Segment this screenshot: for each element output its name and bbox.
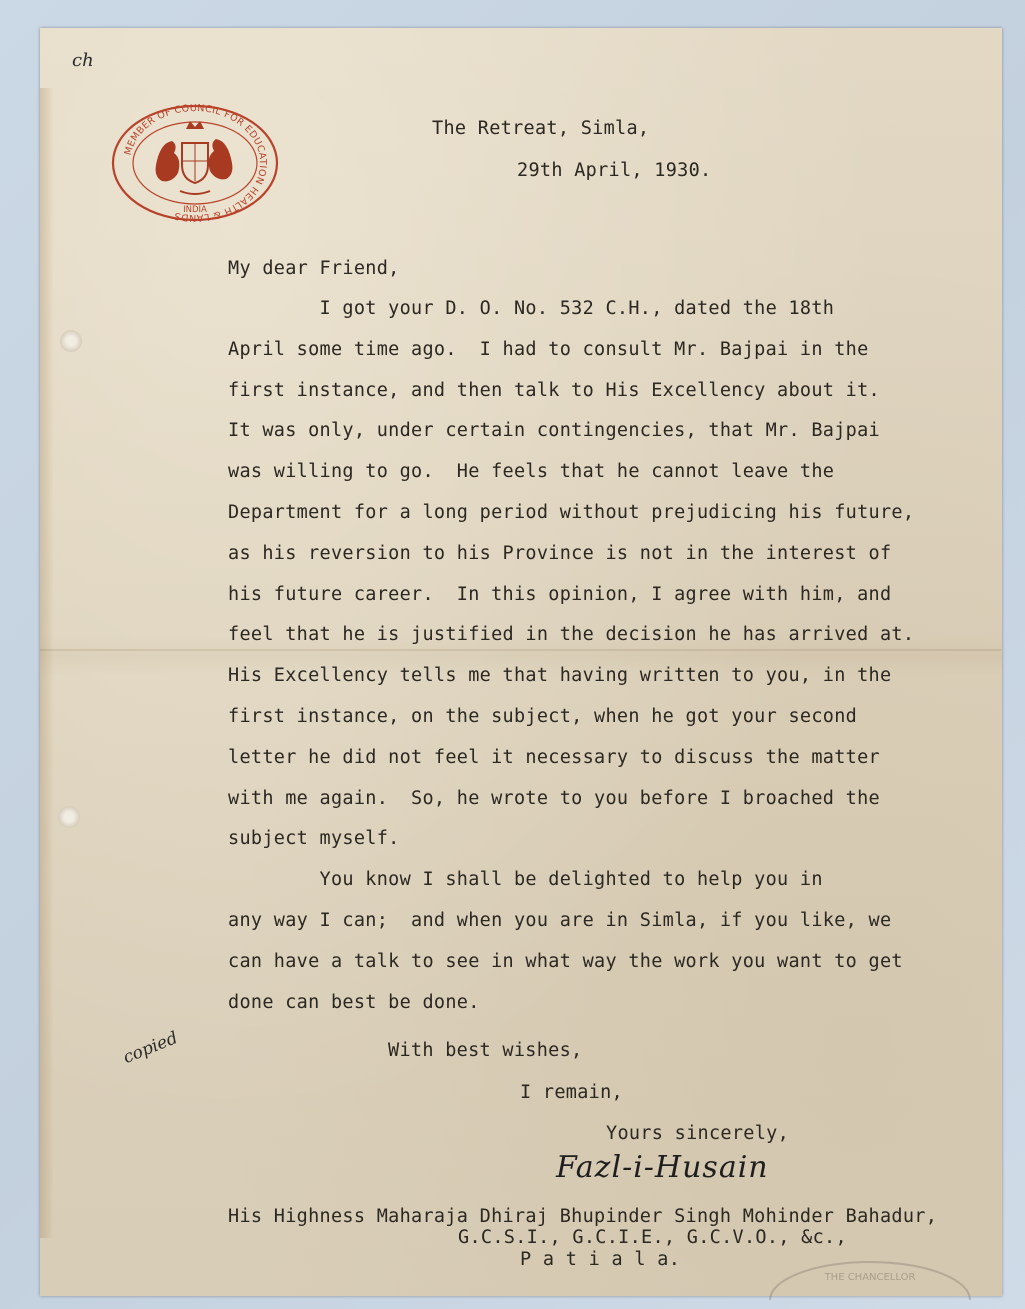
lion-icon <box>156 141 180 181</box>
margin-note: copied <box>120 1028 181 1068</box>
corner-mark: ch <box>72 50 94 71</box>
addressee-line1: His Highness Maharaja Dhiraj Bhupinder Singh Mohinder Bahadur, <box>228 1206 938 1227</box>
address-place: The Retreat, Simla, <box>432 118 650 139</box>
body-line: Department for a long period without prejudicing his future, <box>228 502 915 523</box>
seal-ring-text: MEMBER OF COUNCIL FOR EDUCATION HEALTH & LANDS <box>122 103 269 223</box>
body-line: first instance, on the subject, when he got your second <box>228 706 858 727</box>
body-line: I got your D. O. No. 532 C.H., dated the 18th <box>228 298 835 319</box>
edge-stain <box>40 88 54 1238</box>
motto-scroll <box>180 191 210 194</box>
closing-remain: I remain, <box>520 1082 623 1103</box>
body-line: as his reversion to his Province is not in the interest of <box>228 543 892 564</box>
unicorn-icon <box>209 139 233 179</box>
body-line: letter he did not feel it necessary to discuss the matter <box>228 747 880 768</box>
punch-hole-bottom <box>58 806 80 828</box>
salutation: My dear Friend, <box>228 258 400 279</box>
body-line: was willing to go. He feels that he cannot leave the <box>228 461 835 482</box>
body-line: You know I shall be delighted to help you in <box>228 869 823 890</box>
crest-seal <box>110 103 280 223</box>
stamp-text: THE CHANCELLOR <box>824 1272 916 1283</box>
body-line: first instance, and then talk to His Excellency about it. <box>228 380 880 401</box>
signature: Fazl-i-Husain <box>556 1150 769 1185</box>
body-line: done can best be done. <box>228 992 480 1013</box>
closing-wishes: With best wishes, <box>388 1040 583 1061</box>
library-stamp <box>760 1250 980 1300</box>
body-line: April some time ago. I had to consult Mr. Bajpai in the <box>228 339 869 360</box>
body-line: feel that he is justified in the decision he has arrived at. <box>228 624 915 645</box>
body-line: His Excellency tells me that having written to you, in the <box>228 665 892 686</box>
body-line: any way I can; and when you are in Simla, if you like, we <box>228 910 892 931</box>
body-line: can have a talk to see in what way the work you want to get <box>228 951 903 972</box>
body-line: with me again. So, he wrote to you before I broached the <box>228 788 880 809</box>
fold-crease <box>40 649 1002 651</box>
body-line: It was only, under certain contingencies, that Mr. Bajpai <box>228 420 880 441</box>
punch-hole-top <box>60 330 82 352</box>
closing-yours: Yours sincerely, <box>606 1123 790 1144</box>
body-line: his future career. In this opinion, I agree with him, and <box>228 584 892 605</box>
body-line: subject myself. <box>228 828 400 849</box>
addressee-line2: G.C.S.I., G.C.I.E., G.C.V.O., &c., <box>458 1227 847 1248</box>
seal-bottom-text: INDIA <box>183 205 207 215</box>
addressee-line3: P a t i a l a. <box>520 1249 681 1270</box>
letter-date: 29th April, 1930. <box>517 160 712 181</box>
